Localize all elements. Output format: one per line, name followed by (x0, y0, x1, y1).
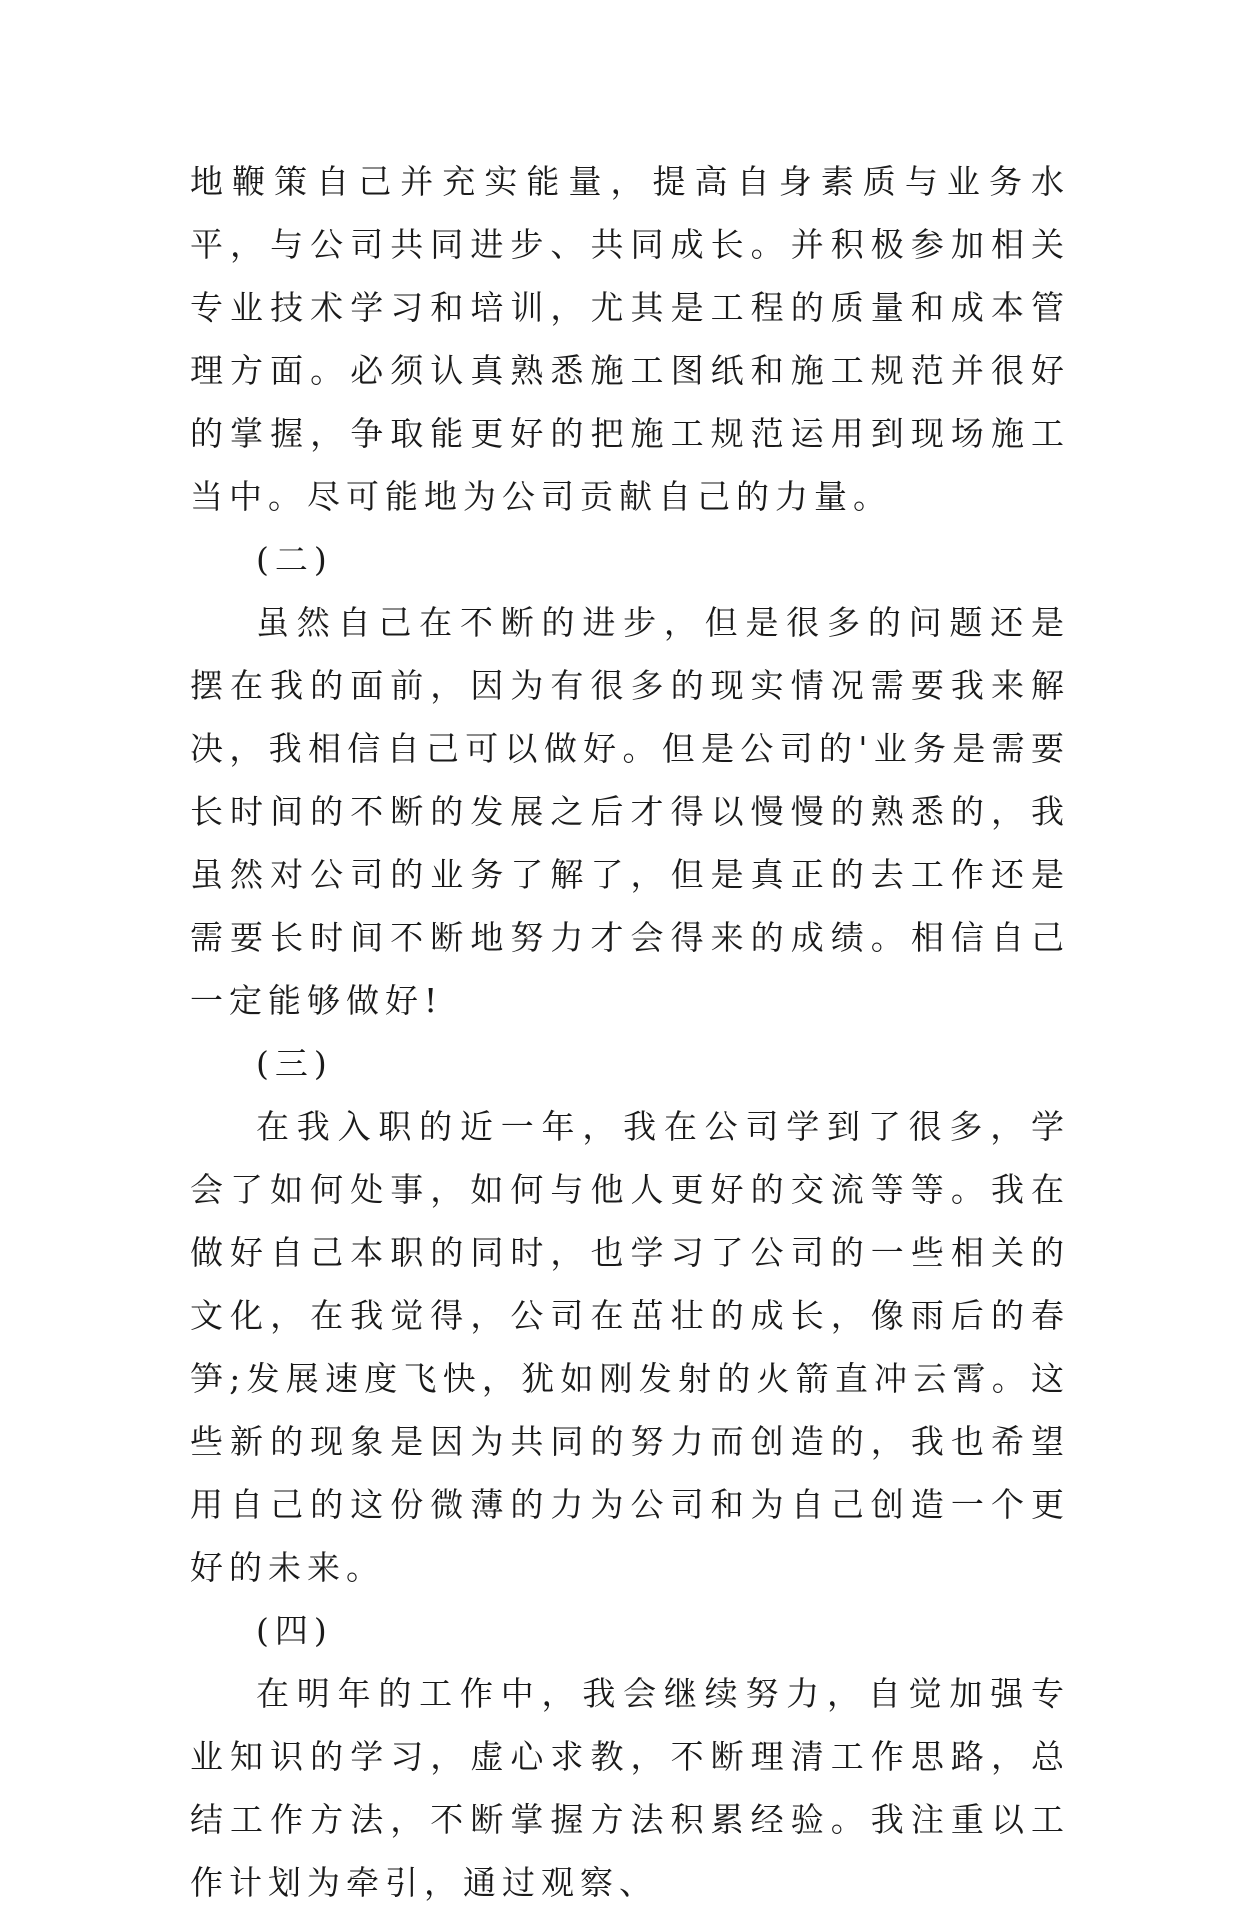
paragraph-section-4: 在明年的工作中，我会继续努力，自觉加强专业知识的学习，虚心求教，不断理清工作思路，总结工作方法，不断掌握方法积累经验。我注重以工作计划为牵引，通过观察、 (190, 1674, 1070, 1902)
section-heading-3: (三) (256, 1044, 333, 1083)
paragraph-continuation: 地鞭策自己并充实能量，提高自身素质与业务水平，与公司共同进步、共同成长。并积极参加相关专业技术学习和培训，尤其是工程的质量和成本管理方面。必须认真熟悉施工图纸和施工规范并很好的掌握，争取能更好的把施工规范运用到现场施工当中。尽可能地为公司贡献自己的力量。 (190, 162, 1070, 516)
paragraph-section-3: 在我入职的近一年，我在公司学到了很多，学会了如何处事，如何与他人更好的交流等等。我在做好自己本职的同时，也学习了公司的一些相关的文化，在我觉得，公司在茁壮的成长，像雨后的春笋;发展速度飞快，犹如刚发射的火箭直冲云霄。这些新的现象是因为共同的努力而创造的，我也希望用自己的这份微薄的力为公司和为自己创造一个更好的未来。 (190, 1107, 1070, 1587)
section-heading-2: (二) (256, 540, 333, 579)
section-heading-4: (四) (256, 1611, 333, 1650)
paragraph-section-2: 虽然自己在不断的进步，但是很多的问题还是摆在我的面前，因为有很多的现实情况需要我来解决，我相信自己可以做好。但是公司的'业务是需要长时间的不断的发展之后才得以慢慢的熟悉的，我虽然对公司的业务了解了，但是真正的去工作还是需要长时间不断地努力才会得来的成绩。相信自己一定能够做好! (190, 603, 1070, 1020)
document-body (190, 150, 1070, 1914)
